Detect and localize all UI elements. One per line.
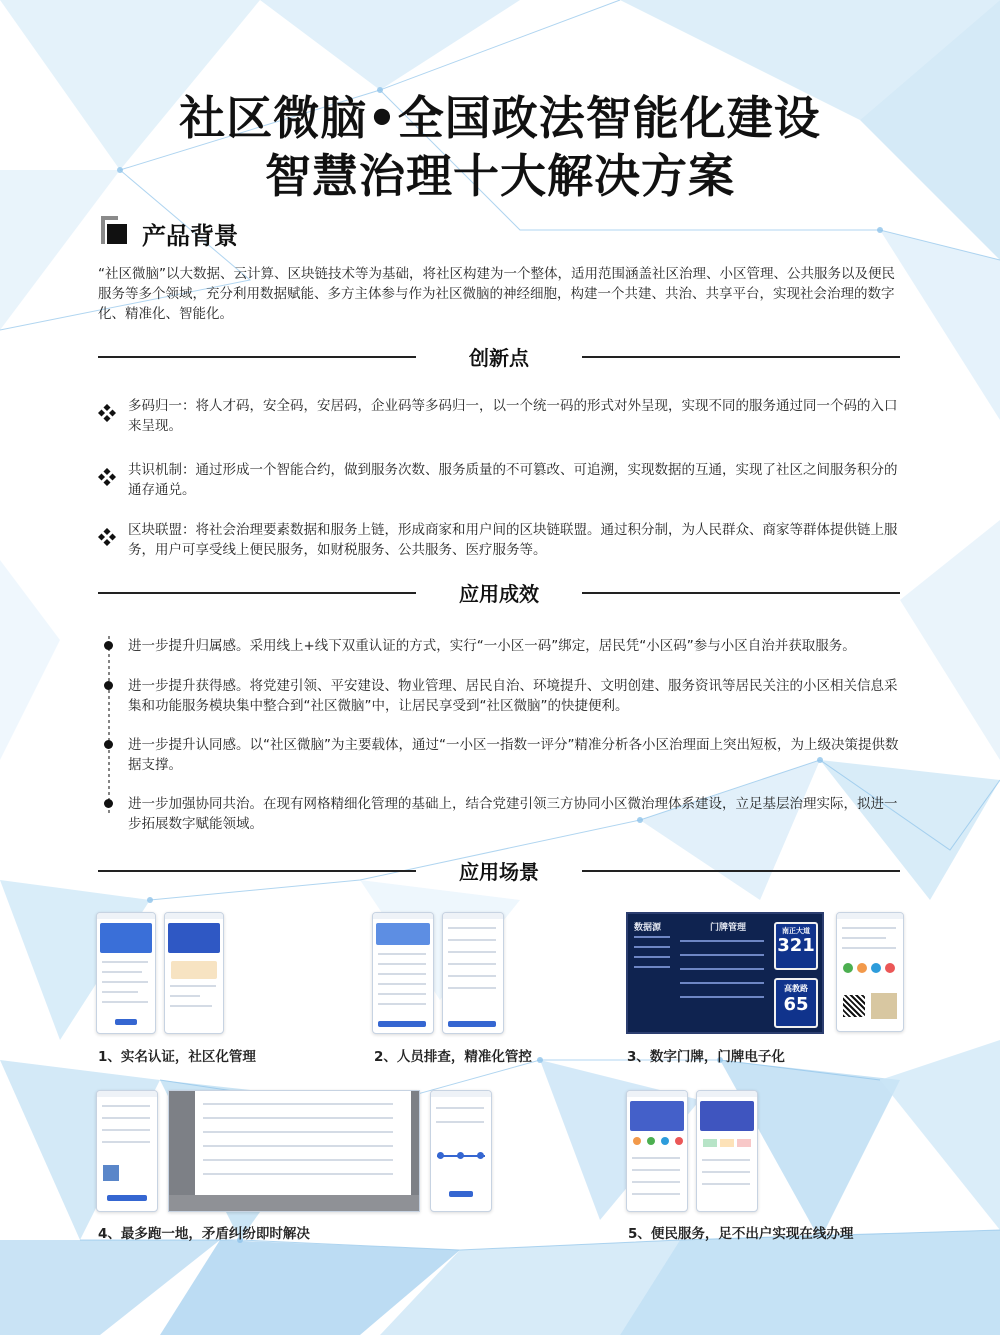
phone-screenshot — [96, 1090, 158, 1212]
innovation-item — [98, 396, 904, 440]
effect-item — [98, 735, 904, 779]
doorplate-street: 南正大道 — [782, 927, 810, 935]
phone-screenshot — [96, 912, 156, 1034]
doorplate-sign — [774, 978, 818, 1028]
timeline-dot — [104, 740, 113, 749]
timeline-dot — [104, 681, 113, 690]
dashboard-title: 数据源 — [634, 923, 662, 933]
scenario2-screenshots — [372, 912, 506, 1036]
effect-item — [98, 794, 904, 838]
innovation-heading-label: 创新点 — [469, 346, 529, 370]
scenarios-heading — [98, 856, 900, 886]
doorplate-dashboard — [626, 912, 824, 1034]
phone-screenshot — [442, 912, 504, 1034]
phone-screenshot — [372, 912, 434, 1034]
scenario4-screenshots — [96, 1090, 492, 1214]
timeline-dashed-line — [104, 636, 114, 816]
divider-right — [582, 356, 900, 358]
desktop-screenshot — [168, 1090, 420, 1212]
doorplate-sign — [774, 922, 818, 970]
qr-code-icon — [843, 995, 865, 1017]
doorplate-number: 321 — [777, 935, 815, 956]
effect-text: 进一步提升获得感。将党建引领、平安建设、物业管理、居民自治、环境提升、文明创建、服务资讯等居民关注的小区相关信息采集和功能服务模块集中整合到“社区微脑”中，让居民享受到“社区微脑”的快捷便利。 — [128, 678, 898, 714]
phone-screenshot — [164, 912, 224, 1034]
page-title-line2: 智慧治理十大解决方案 — [265, 149, 735, 203]
divider-right — [582, 592, 900, 594]
doorplate-street: 高教路 — [784, 984, 808, 993]
innovation-text: 区块联盟：将社会治理要素数据和服务上链，形成商家和用户间的区块链联盟。通过积分制，为人民群众、商家等群体提供链上服务，用户可享受线上便民服务，如财税服务、公共服务、医疗服务等。 — [128, 522, 898, 558]
background-paragraph: “社区微脑”以大数据、云计算、区块链技术等为基础，将社区构建为一个整体，适用范围涵盖社区治理、小区管理、公共服务以及便民服务等多个领域，充分利用数据赋能、多方主体参与作为社区微脑的神经细胞，构建一个共建、共治、共享平台，实现社会治理的数字化、精准化、智能化。 — [98, 266, 895, 322]
diamond-bullet-icon — [98, 468, 116, 486]
page-title-line1: 社区微脑•全国政法智能化建设 — [179, 91, 821, 145]
phone-screenshot — [430, 1090, 492, 1212]
scenario-caption: 2、人员排查，精准化管控 — [374, 1049, 532, 1065]
innovation-text: 共识机制：通过形成一个智能合约，做到服务次数、服务质量的不可篡改、可追溯，实现数据的互通，实现了社区之间服务积分的通存通兑。 — [128, 462, 898, 498]
scenario-caption: 3、数字门牌，门牌电子化 — [627, 1049, 785, 1065]
diamond-bullet-icon — [98, 404, 116, 422]
doorplate-number: 65 — [783, 994, 809, 1015]
scenario-caption: 5、便民服务，足不出户实现在线办理 — [628, 1226, 854, 1242]
effects-heading-label: 应用成效 — [459, 582, 539, 606]
effect-text: 进一步提升归属感。采用线上+线下双重认证的方式，实行“一小区一码”绑定，居民凭“小区码”参与小区自治并获取服务。 — [128, 638, 856, 654]
phone-screenshot — [626, 1090, 688, 1212]
diamond-bullet-icon — [98, 528, 116, 546]
background-heading-label: 产品背景 — [142, 222, 238, 250]
timeline-dot — [104, 799, 113, 808]
effect-text: 进一步提升认同感。以“社区微脑”为主要载体，通过“一小区一指数一评分”精准分析各小区治理面上突出短板，为上级决策提供数据支撑。 — [128, 737, 899, 773]
effect-item — [98, 676, 904, 720]
scenario-caption: 4、最多跑一地，矛盾纠纷即时解决 — [98, 1226, 310, 1242]
scenario1-screenshots — [96, 912, 226, 1036]
dashboard-title2: 门牌管理 — [710, 923, 747, 933]
scenario5-screenshots — [626, 1090, 760, 1214]
effects-heading — [98, 578, 900, 608]
innovation-text: 多码归一：将人才码，安全码，安居码，企业码等多码归一，以一个统一码的形式对外呈现，实现不同的服务通过同一个码的入口来呈现。 — [128, 398, 898, 434]
effect-item — [98, 636, 904, 660]
divider-right — [582, 870, 900, 872]
scenario-caption: 1、实名认证，社区化管理 — [98, 1049, 256, 1065]
section-square-icon — [98, 214, 128, 246]
scenario3-screenshots — [626, 912, 904, 1036]
innovation-item — [98, 460, 904, 504]
effect-text: 进一步加强协同共治。在现有网格精细化管理的基础上，结合党建引领三方协同小区微治理体系建设，立足基层治理实际，拟进一步拓展数字赋能领域。 — [128, 796, 898, 832]
scenarios-heading-label: 应用场景 — [459, 860, 539, 884]
timeline-dot — [104, 641, 113, 650]
innovation-item — [98, 520, 904, 564]
phone-screenshot — [836, 912, 904, 1032]
phone-screenshot — [696, 1090, 758, 1212]
innovation-heading — [98, 342, 900, 372]
